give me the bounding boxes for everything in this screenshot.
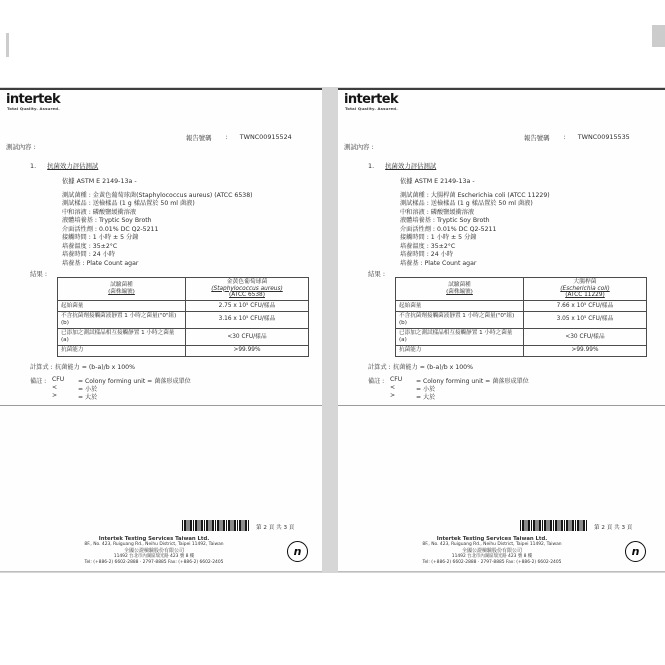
table-row — [396, 312, 646, 329]
row-label — [396, 329, 524, 345]
report-number-row — [524, 133, 630, 142]
table-header-organism — [58, 278, 186, 300]
row-label: 抗菌能力 — [58, 346, 186, 356]
row-label: 起始菌量 — [58, 301, 186, 311]
note-definition: = 小於 — [416, 386, 436, 393]
note-line — [30, 376, 191, 384]
section-title: 抗菌效力評估測試 — [385, 162, 437, 170]
row-label-text: 已添加之測試樣品相互接觸靜置 1 小時之菌量 — [399, 330, 513, 337]
formula-body: 抗菌能力 = (b-a)/b x 100% — [55, 364, 135, 371]
table-header-row — [58, 278, 308, 301]
note-symbol: CFU — [390, 376, 403, 383]
report-number-colon: : — [225, 133, 228, 141]
organism-atcc: (ATCC 11229) — [565, 292, 605, 299]
report-number-label: 報告號碼 — [524, 134, 550, 142]
edge-artifact-left — [6, 33, 9, 57]
footer-tel-fax: Tel: (+886-2) 6602-2888 · 2797-8885 Fax: (+886-2) 6602-2405 — [84, 559, 224, 565]
spec-line: 接觸時間 : 1 小時 ± 5 分鐘 — [62, 234, 139, 242]
footer-address-block — [366, 536, 618, 566]
formula-line — [30, 362, 135, 371]
table-row — [58, 329, 308, 346]
note-line — [368, 384, 529, 392]
footer-company-en: Intertek Testing Services Taiwan Ltd. — [436, 536, 548, 542]
footer-address-en: 8F., No. 423, Ruiguang Rd., Neihu District, Taipei 11492, Taiwan — [84, 542, 224, 548]
row-label — [396, 312, 524, 328]
note-line — [30, 384, 191, 392]
spec-line: 培養時間 : 24 小時 — [62, 251, 115, 259]
notes-prefix: 備註 : — [30, 378, 47, 385]
report-number-label: 報告號碼 — [186, 134, 212, 142]
section-title: 抗菌效力評估測試 — [47, 162, 99, 170]
note-line — [368, 376, 529, 384]
test-method: 依據 ASTM E 2149-13a - — [400, 178, 475, 185]
notes-prefix: 備註 : — [368, 378, 385, 385]
intertek-mark-glyph: n — [631, 545, 640, 558]
spec-line: 介面活性劑 : 0.01% DC Q2-5211 — [62, 225, 159, 233]
spec-line: 培養溫度 : 35±2°C — [62, 242, 118, 250]
note-definition: = 大於 — [78, 394, 98, 401]
section-heading — [368, 161, 436, 170]
spec-line: 測試樣品 : 送檢樣品 (1 g 樣品置於 50 ml 菌液) — [400, 200, 533, 208]
row-label — [58, 329, 186, 345]
spec-line: 液體培養基 : Tryptic Soy Broth — [62, 217, 152, 225]
results-table — [57, 277, 309, 357]
section-divider — [338, 405, 665, 406]
spec-line: 中和溶液 : 磷酸鹽緩衝溶液 — [400, 208, 475, 216]
row-label-suffix: (b) — [61, 319, 69, 326]
report-number-colon: : — [563, 133, 566, 141]
report-page-staph — [0, 88, 322, 572]
spec-line: 測試樣品 : 送檢樣品 (1 g 樣品置於 50 ml 菌液) — [62, 200, 195, 208]
results-label: 結果 : — [368, 270, 385, 278]
barcode — [182, 520, 250, 531]
spec-line: 培養基 : Plate Count agar — [62, 259, 139, 267]
row-label-suffix: (b) — [399, 319, 407, 326]
results-table — [395, 277, 647, 357]
results-label: 結果 : — [30, 270, 47, 278]
header-col1-line2: (菌株編號) — [446, 289, 473, 295]
row-value: 7.66 x 10⁵ CFU/樣品 — [556, 302, 614, 309]
spec-line: 培養時間 : 24 小時 — [400, 251, 453, 259]
row-value: 3.05 x 10⁵ CFU/樣品 — [556, 316, 614, 323]
report-number-row — [186, 133, 292, 142]
note-symbol: < — [52, 384, 58, 391]
footer-tel-fax: Tel: (+886-2) 6602-2888 · 2797-8885 Fax: (+886-2) 6602-2405 — [422, 559, 562, 565]
spec-line: 測試菌種 : 大腸桿菌 Escherichia coli (ATCC 11229) — [400, 192, 550, 199]
section-number: 1. — [368, 162, 375, 170]
test-conditions-list — [62, 190, 253, 266]
spec-line: 液體培養基 : Tryptic Soy Broth — [400, 217, 490, 225]
spec-line: 培養溫度 : 35±2°C — [400, 242, 456, 250]
row-label-text: 不含抗菌劑接觸菌液靜置 1 小時之菌量("0"組) — [399, 313, 515, 320]
footer-address-zh: 11492 台北市內湖區瑞光路 423 號 8 樓 — [451, 554, 533, 560]
note-definition: = 大於 — [416, 394, 436, 401]
report-page-ecoli — [338, 88, 665, 572]
note-symbol: < — [390, 384, 396, 391]
test-content-label: 測試內容 : — [6, 143, 36, 151]
section-heading — [30, 161, 98, 170]
organism-name-zh: 金黃色葡萄球菌 — [226, 279, 268, 286]
organism-name-zh: 大腸桿菌 — [573, 279, 597, 286]
table-header-organism — [396, 278, 524, 300]
footer-address-block — [28, 536, 280, 566]
note-line — [30, 392, 191, 400]
note-definition: = 小於 — [78, 386, 98, 393]
row-label-text: 不含抗菌劑接觸菌液靜置 1 小時之菌量("0"組) — [61, 313, 177, 320]
barcode — [520, 520, 588, 531]
footer-company-zh: 全國公證檢驗股份有限公司 — [461, 548, 522, 555]
table-row — [58, 346, 308, 356]
notes-prefix-spacer — [368, 384, 390, 392]
formula-prefix: 計算式 : — [368, 364, 391, 371]
footer-company-en: Intertek Testing Services Taiwan Ltd. — [98, 536, 210, 542]
table-row — [396, 329, 646, 346]
header-col1-line1: 試驗菌種 — [448, 282, 471, 289]
table-header-strain — [524, 278, 646, 300]
organism-name-latin: (Escherichia coli) — [560, 285, 610, 292]
page-number: 第 2 頁 共 3 頁 — [256, 525, 295, 531]
test-conditions-list — [400, 190, 550, 266]
formula-prefix: 計算式 : — [30, 364, 53, 371]
spec-line: 中和溶液 : 磷酸鹽緩衝溶液 — [62, 208, 137, 216]
footer-address-zh: 11492 台北市內湖區瑞光路 423 號 8 樓 — [113, 554, 195, 560]
notes-prefix-spacer — [368, 392, 390, 400]
organism-name-latin: (Staphylococcus aureus) — [211, 285, 283, 292]
notes-prefix-spacer — [30, 392, 52, 400]
row-value: >99.99% — [571, 347, 599, 354]
formula-body: 抗菌能力 = (b-a)/b x 100% — [393, 364, 473, 371]
report-number-value: TWNC00915535 — [577, 133, 630, 141]
notes-block — [30, 376, 191, 400]
note-definition: = Colony forming unit = 菌落形成單位 — [78, 378, 191, 385]
header-col1-line1: 試驗菌種 — [110, 282, 133, 289]
header-col1-line2: (菌株編號) — [108, 289, 135, 295]
intertek-mark-icon — [625, 541, 646, 562]
intertek-mark-glyph: n — [293, 545, 302, 558]
row-label: 起始菌量 — [396, 301, 524, 311]
notes-prefix-spacer — [30, 384, 52, 392]
spec-line: 培養基 : Plate Count agar — [400, 259, 477, 267]
row-value: <30 CFU/樣品 — [227, 333, 267, 340]
spec-line: 測試菌種 : 金黃色葡萄球菌(Staphylococcus aureus) (ATCC 6538) — [62, 192, 253, 199]
note-symbol: > — [390, 392, 396, 399]
scrollbar-artifact[interactable] — [652, 25, 665, 47]
row-label-suffix: (a) — [61, 336, 69, 343]
row-value: 3.16 x 10⁵ CFU/樣品 — [218, 316, 276, 323]
table-header-strain — [186, 278, 308, 300]
row-label — [58, 312, 186, 328]
intertek-logo: intertek — [344, 92, 399, 107]
section-divider — [0, 405, 322, 406]
formula-line — [368, 362, 473, 371]
table-row — [58, 312, 308, 329]
section-number: 1. — [30, 162, 37, 170]
report-number-value: TWNC00915524 — [239, 133, 292, 141]
intertek-logo: intertek — [6, 92, 61, 107]
table-row — [396, 346, 646, 356]
table-row — [396, 301, 646, 312]
note-definition: = Colony forming unit = 菌落形成單位 — [416, 378, 529, 385]
test-method: 依據 ASTM E 2149-13a - — [62, 178, 137, 185]
note-line — [368, 392, 529, 400]
test-content-label: 測試內容 : — [344, 143, 374, 151]
row-value: >99.99% — [233, 347, 261, 354]
intertek-mark-icon — [287, 541, 308, 562]
table-header-row — [396, 278, 646, 301]
note-symbol: CFU — [52, 376, 65, 383]
page-number: 第 2 頁 共 3 頁 — [594, 525, 633, 531]
spec-line: 接觸時間 : 1 小時 ± 5 分鐘 — [400, 234, 477, 242]
footer-address-en: 8F., No. 423, Ruiguang Rd., Neihu District, Taipei 11492, Taiwan — [422, 542, 562, 548]
intertek-tagline: Total Quality. Assured. — [7, 106, 60, 111]
notes-block — [368, 376, 529, 400]
note-symbol: > — [52, 392, 58, 399]
row-label: 抗菌能力 — [396, 346, 524, 356]
row-label-text: 已添加之測試樣品相互接觸靜置 1 小時之菌量 — [61, 330, 175, 337]
row-label-suffix: (a) — [399, 336, 407, 343]
table-row — [58, 301, 308, 312]
intertek-tagline: Total Quality. Assured. — [345, 106, 398, 111]
spec-line: 介面活性劑 : 0.01% DC Q2-5211 — [400, 225, 497, 233]
footer-company-zh: 全國公證檢驗股份有限公司 — [123, 548, 184, 555]
row-value: 2.75 x 10⁵ CFU/樣品 — [218, 302, 276, 309]
row-value: <30 CFU/樣品 — [565, 333, 605, 340]
organism-atcc: (ATCC 6538) — [229, 292, 265, 299]
